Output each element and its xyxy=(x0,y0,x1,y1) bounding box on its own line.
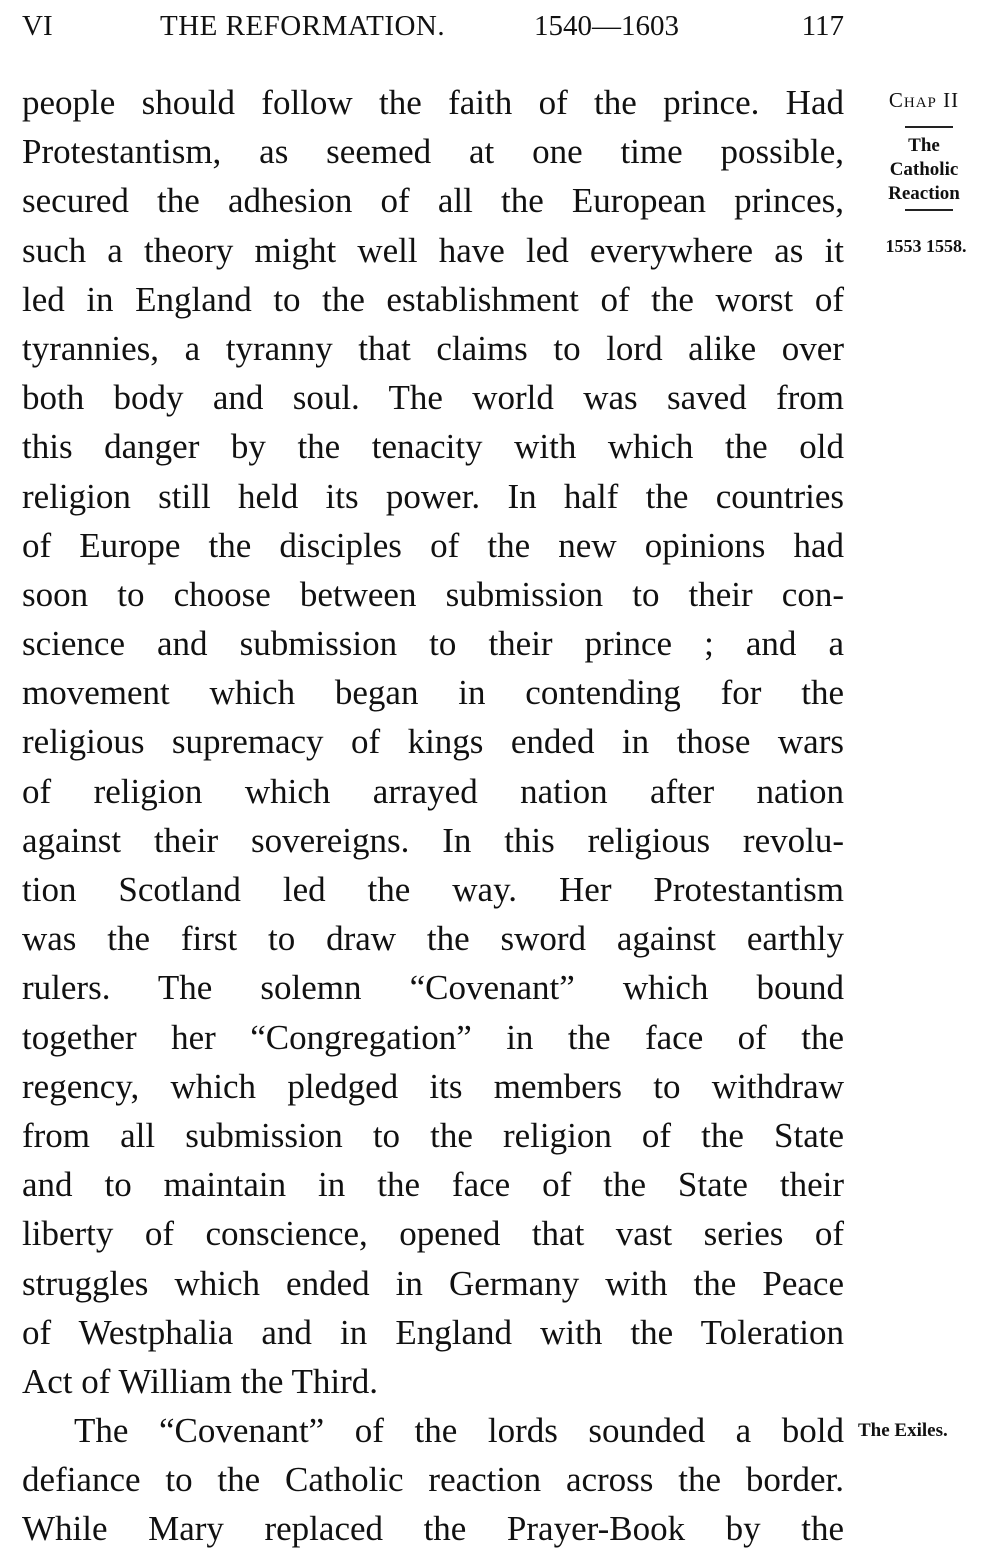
text-line: movement which began in contending for the xyxy=(22,673,844,713)
text-line: struggles which ended in Germany with the Peace xyxy=(22,1263,844,1303)
running-years: 1540—1603 xyxy=(534,10,679,42)
text-line: together her “Congregation” in the face of the xyxy=(22,1017,844,1057)
text-line: tyrannies, a tyranny that claims to lord alike over xyxy=(22,328,844,368)
paragraph-end-line: Act of William the Third. xyxy=(22,1361,378,1401)
text-line: both body and soul. The world was saved from xyxy=(22,378,844,418)
running-header xyxy=(22,6,844,46)
margin-rule-bottom xyxy=(905,209,953,211)
page-number: 117 xyxy=(801,10,844,42)
margin-note-exiles: The Exiles. xyxy=(858,1420,948,1441)
margin-chapter-label: Chap II xyxy=(888,88,960,112)
margin-section-line: The xyxy=(908,135,940,156)
chapter-number: VI xyxy=(22,10,53,42)
text-line: and to maintain in the face of the State their xyxy=(22,1165,844,1205)
text-line: soon to choose between submission to their con- xyxy=(22,574,844,614)
text-line: science and submission to their prince ; and a xyxy=(22,624,844,664)
paragraph-start-line: The “Covenant” of the lords sounded a bold xyxy=(74,1411,844,1451)
text-line: defiance to the Catholic reaction across the border. xyxy=(22,1460,844,1500)
margin-section-line: Catholic xyxy=(889,159,959,180)
text-line: secured the adhesion of all the European princes, xyxy=(22,181,844,221)
text-line: this danger by the tenacity with which the old xyxy=(22,427,844,467)
text-line: was the first to draw the sword against earthly xyxy=(22,919,844,959)
text-line: from all submission to the religion of the State xyxy=(22,1115,844,1155)
text-line: rulers. The solemn “Covenant” which bound xyxy=(22,968,844,1008)
text-line: of religion which arrayed nation after nation xyxy=(22,771,844,811)
text-line: of Europe the disciples of the new opinions had xyxy=(22,525,844,565)
margin-section-line: Reaction xyxy=(888,183,960,204)
text-line: of Westphalia and in England with the Toleration xyxy=(22,1312,844,1352)
text-line: people should follow the faith of the prince. Had xyxy=(22,83,844,122)
text-line: religion still held its power. In half the countries xyxy=(22,476,844,516)
margin-section-title xyxy=(862,134,986,206)
text-line: regency, which pledged its members to withdraw xyxy=(22,1066,844,1106)
text-line: against their sovereigns. In this religious revolu- xyxy=(22,820,844,860)
text-line: led in England to the establishment of the worst of xyxy=(22,279,844,319)
text-line: religious supremacy of kings ended in those wars xyxy=(22,722,844,762)
running-title: THE REFORMATION. xyxy=(160,10,446,42)
text-line: tion Scotland led the way. Her Protestantism xyxy=(22,870,844,909)
body-text xyxy=(22,78,844,1554)
text-line: While Mary replaced the Prayer-Book by the xyxy=(22,1509,844,1549)
margin-dates: 1553 1558. xyxy=(885,236,967,256)
text-line: liberty of conscience, opened that vast series of xyxy=(22,1214,844,1254)
text-line: such a theory might well have led everywhere as it xyxy=(22,230,844,270)
text-line: Protestantism, as seemed at one time possible, xyxy=(22,132,844,172)
margin-rule-top xyxy=(905,126,953,128)
